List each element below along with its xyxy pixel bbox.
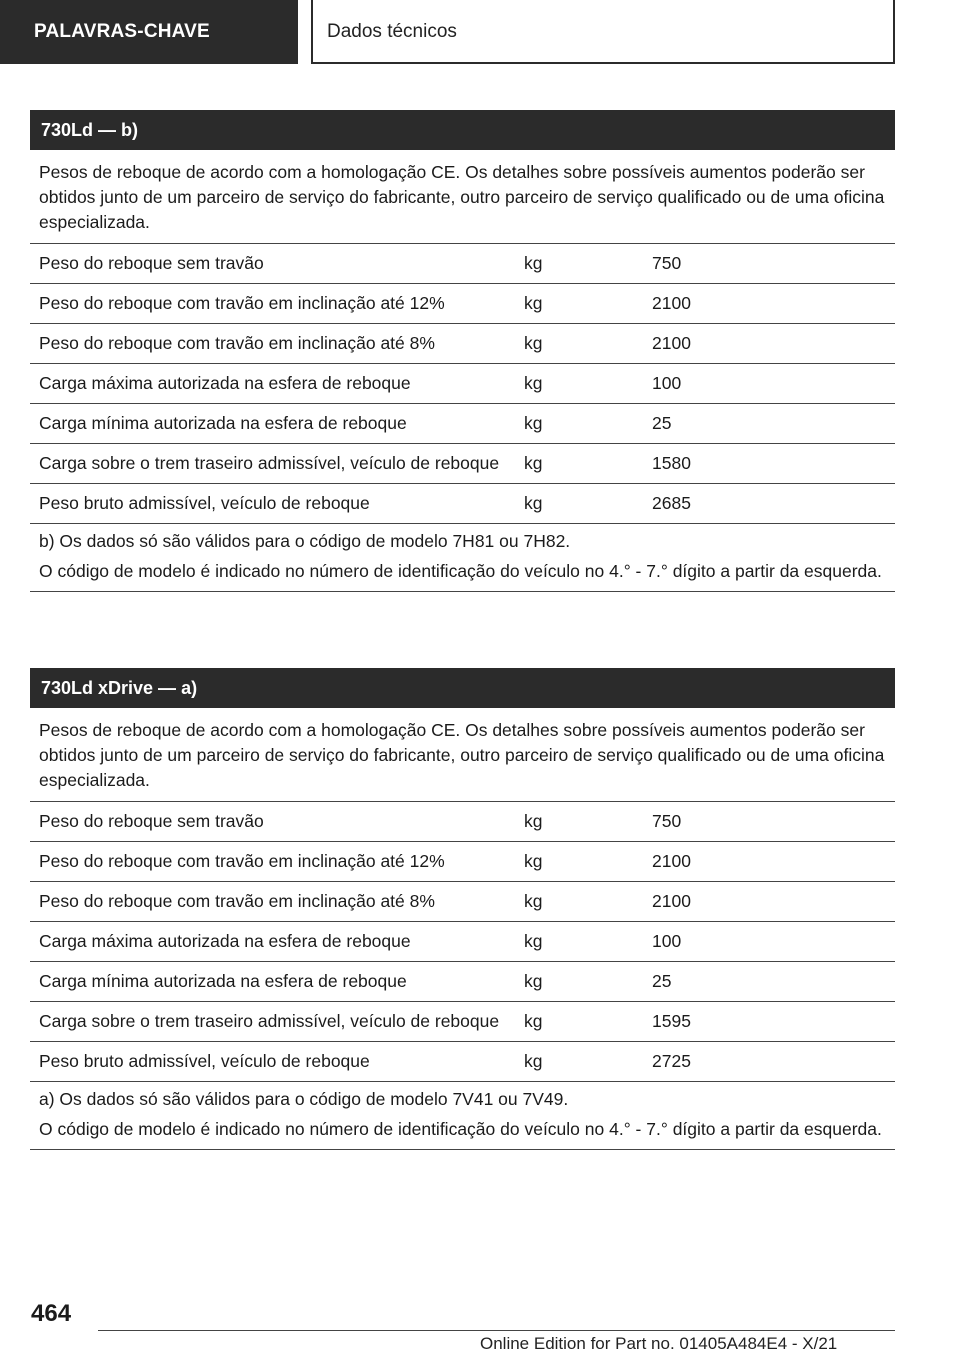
- table-row: [30, 404, 895, 444]
- row-label: Carga máxima autorizada na esfera de reboque: [39, 931, 411, 951]
- row-label: Peso do reboque com travão em inclinação até 8%: [39, 891, 435, 911]
- table-row: [30, 364, 895, 404]
- table-row: [30, 1002, 895, 1042]
- row-value: 100: [652, 931, 682, 951]
- row-label: Carga máxima autorizada na esfera de reboque: [39, 373, 411, 393]
- row-label: Carga mínima autorizada na esfera de reboque: [39, 413, 407, 433]
- section-heading: 730Ld — b): [30, 110, 895, 150]
- row-unit: kg: [524, 373, 543, 393]
- footnote-model-code: b) Os dados só são válidos para o código de modelo 7H81 ou 7H82.: [39, 531, 571, 551]
- row-value: 2100: [652, 333, 691, 353]
- table-row: [30, 324, 895, 364]
- row-unit: kg: [524, 253, 543, 273]
- row-unit: kg: [524, 453, 543, 473]
- row-label: Peso bruto admissível, veículo de reboque: [39, 1051, 370, 1071]
- row-value: 2100: [652, 851, 691, 871]
- footnote-vin-info: O código de modelo é indicado no número de identificação do veículo no 4.° - 7.° dígito a partir da esquerda.: [39, 561, 882, 581]
- row-label: Carga sobre o trem traseiro admissível, veículo de reboque: [39, 453, 500, 473]
- spec-section-730ld: [30, 110, 895, 592]
- row-value: 2685: [652, 493, 691, 513]
- row-unit: kg: [524, 851, 543, 871]
- section-heading: 730Ld xDrive — a): [30, 668, 895, 708]
- row-unit: kg: [524, 293, 543, 313]
- row-unit: kg: [524, 413, 543, 433]
- table-row: [30, 882, 895, 922]
- row-value: 2725: [652, 1051, 691, 1071]
- row-label: Carga mínima autorizada na esfera de reboque: [39, 971, 407, 991]
- row-unit: kg: [524, 1011, 543, 1031]
- section-intro: Pesos de reboque de acordo com a homologação CE. Os detalhes sobre possíveis aumentos poderão ser obtidos junto de um parceiro de serviço do fabricante, outro parceiro de serviço qualificado ou de uma oficina especializada.: [30, 150, 895, 244]
- row-value: 25: [652, 971, 672, 991]
- table-row: [30, 444, 895, 484]
- row-value: 750: [652, 253, 682, 273]
- table-row: [30, 922, 895, 962]
- row-value: 25: [652, 413, 672, 433]
- page-number: 464: [31, 1300, 72, 1327]
- section-notes: [30, 524, 895, 592]
- table-row: [30, 244, 895, 284]
- row-label: Peso do reboque sem travão: [39, 253, 264, 273]
- row-unit: kg: [524, 333, 543, 353]
- row-value: 2100: [652, 891, 691, 911]
- footnote-model-code: a) Os dados só são válidos para o código de modelo 7V41 ou 7V49.: [39, 1089, 569, 1109]
- keywords-tab[interactable]: PALAVRAS-CHAVE: [0, 0, 298, 64]
- section-intro: Pesos de reboque de acordo com a homologação CE. Os detalhes sobre possíveis aumentos poderão ser obtidos junto de um parceiro de serviço do fabricante, outro parceiro de serviço qualificado ou de uma oficina especializada.: [30, 708, 895, 802]
- row-label: Carga sobre o trem traseiro admissível, veículo de reboque: [39, 1011, 500, 1031]
- row-unit: kg: [524, 1051, 543, 1071]
- section-notes: [30, 1082, 895, 1150]
- row-value: 2100: [652, 293, 691, 313]
- row-unit: kg: [524, 891, 543, 911]
- table-row: [30, 284, 895, 324]
- row-unit: kg: [524, 971, 543, 991]
- row-label: Peso bruto admissível, veículo de reboque: [39, 493, 370, 513]
- row-label: Peso do reboque sem travão: [39, 811, 264, 831]
- footer-divider: [98, 1330, 895, 1331]
- row-value: 1595: [652, 1011, 691, 1031]
- table-row: [30, 1042, 895, 1082]
- table-row: [30, 802, 895, 842]
- row-unit: kg: [524, 493, 543, 513]
- row-value: 750: [652, 811, 682, 831]
- spec-section-730ld-xdrive: [30, 668, 895, 1150]
- row-unit: kg: [524, 811, 543, 831]
- table-row: [30, 842, 895, 882]
- row-unit: kg: [524, 931, 543, 951]
- row-label: Peso do reboque com travão em inclinação até 12%: [39, 293, 445, 313]
- footer-edition: [480, 1334, 837, 1354]
- row-label: Peso do reboque com travão em inclinação até 8%: [39, 333, 435, 353]
- row-value: 100: [652, 373, 682, 393]
- section-title-tab[interactable]: Dados técnicos: [311, 0, 895, 64]
- table-row: [30, 962, 895, 1002]
- footnote-vin-info: O código de modelo é indicado no número de identificação do veículo no 4.° - 7.° dígito a partir da esquerda.: [39, 1119, 882, 1139]
- page-header: [0, 0, 960, 66]
- row-label: Peso do reboque com travão em inclinação até 12%: [39, 851, 445, 871]
- row-value: 1580: [652, 453, 691, 473]
- table-row: [30, 484, 895, 524]
- edition-text: Online Edition for Part no. 01405A484E4 - X/21: [480, 1334, 838, 1353]
